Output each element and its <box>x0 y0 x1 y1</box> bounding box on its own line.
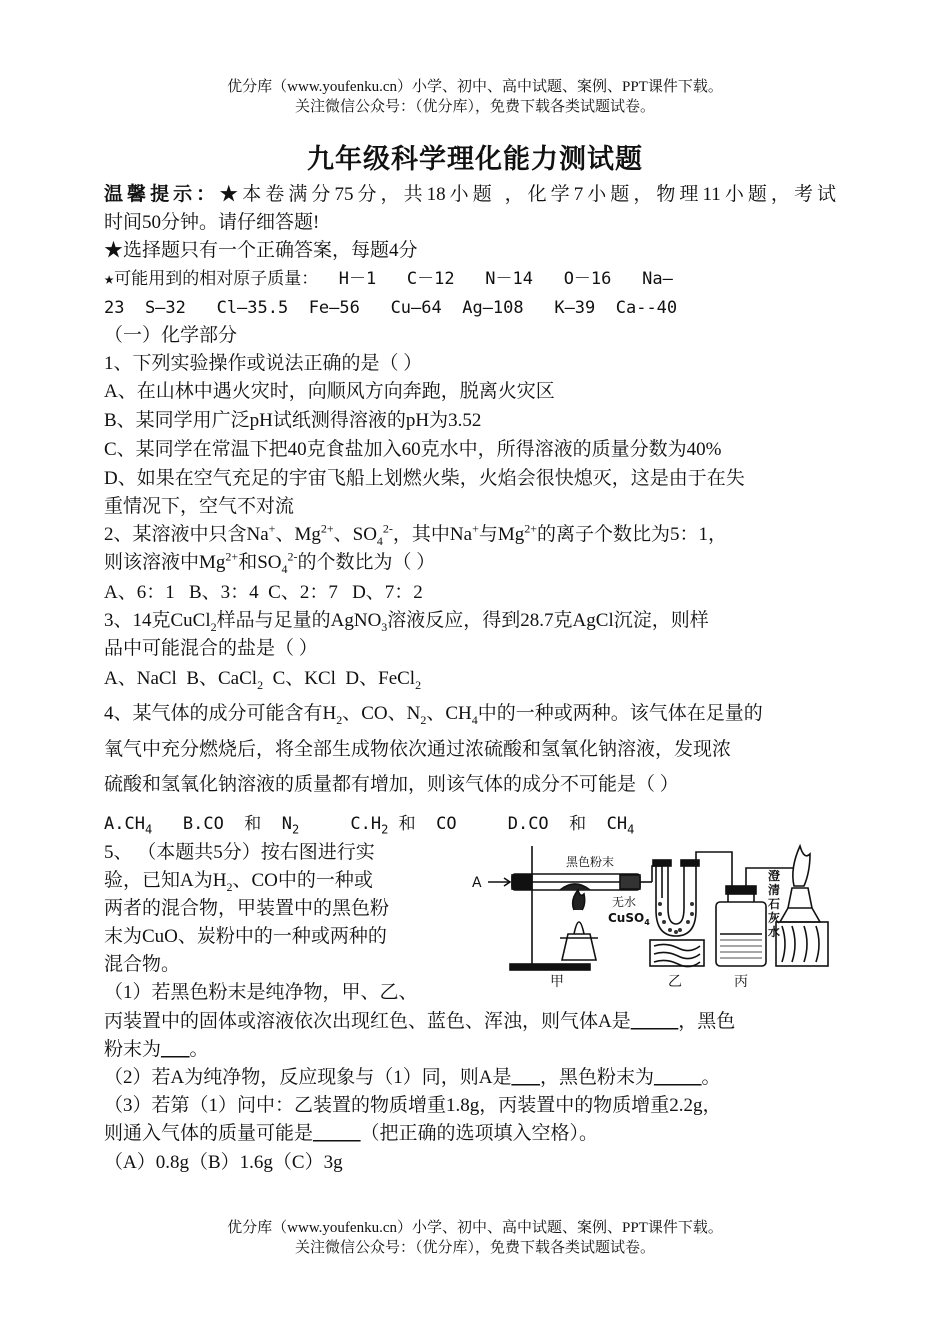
q4-stem-line1: 4、某气体的成分可能含有$H_2$、CO、$N_2$、$CH_4$中的一种或两种。该气体在足量的 <box>104 703 763 727</box>
figure-label-bing: 丙 <box>734 974 748 990</box>
q5-part3-options: （A）0.8g（B）1.6g（C）3g <box>104 1152 343 1173</box>
q2-options: A、6：1 B、3：4 C、2：7 D、7：2 <box>104 582 423 603</box>
tips-line-3: ★选择题只有一个正确答案，每题4分 <box>104 240 418 261</box>
q5-line2: 验，已知A为$H_2$、CO中的一种或 <box>104 870 373 894</box>
figure-label-cuso4: CuSO$_4$ <box>608 911 650 927</box>
q3-stem-line1: 3、14克CuCl$_2$样品与足量的AgNO$_3$溶液反应，得到28.7克AgCl沉淀，则样 <box>104 610 709 634</box>
page-title: 九年级科学理化能力测试题 <box>307 144 643 174</box>
answer-blank[interactable]: ___ <box>511 1067 540 1088</box>
svg-text:灰: 灰 <box>768 911 781 925</box>
tips-line-5: 23 S—32 Cl—35.5 Fe—56 Cu—64 Ag—108 K—39 Ca--40 <box>104 298 678 318</box>
q1-option-b: B、某同学用广泛pH试纸测得溶液的pH为3.52 <box>104 410 482 431</box>
q2-stem-line1: 2、某溶液中只含Na+、$Mg^{2+}$、$SO_4^{2-}$，其中Na+与$Mg^{2+}$的离子个数比为5：1， <box>104 521 728 548</box>
q5-line3: 两者的混合物，甲装置中的黑色粉 <box>104 898 390 919</box>
q1-option-a: A、在山林中遇火灾时，向顺风方向奔跑，脱离火灾区 <box>104 381 555 402</box>
figure-label-black-powder: 黑色粉末 <box>566 855 615 869</box>
q4-stem-line3: 硫酸和氢氧化钠溶液的质量都有增加，则该气体的成分不可能是（ ） <box>104 774 679 795</box>
answer-blank[interactable]: ___ <box>161 1039 190 1060</box>
q2-stem-line2: 则该溶液中$Mg^{2+}$和$SO_4^{2-}$的个数比为（ ） <box>104 549 436 576</box>
page-header-line1: 优分库（www.youfenku.cn）小学、初中、高中试题、案例、PPT课件下载。 <box>227 79 723 95</box>
q3-stem-line2: 品中可能混合的盐是（ ） <box>104 638 318 659</box>
q1-option-d-line1: D、如果在空气充足的宇宙飞船上划燃火柴，火焰会很快熄灭，这是由于在失 <box>104 468 745 489</box>
q4-stem-line2: 氧气中充分燃烧后，将全部生成物依次通过浓硫酸和氢氧化钠溶液，发现浓 <box>104 739 732 760</box>
q5-part2: （2）若A为纯净物，反应现象与（1）同，则A是___，黑色粉末为_____。 <box>104 1067 721 1088</box>
svg-text:石: 石 <box>768 897 781 911</box>
q5-part1-line1: （1）若黑色粉末是纯净物，甲、乙、 <box>104 982 418 1003</box>
svg-text:水: 水 <box>768 925 781 939</box>
page-footer-line2: 关注微信公众号：（优分库），免费下载各类试题试卷。 <box>294 1240 655 1256</box>
page-header-line2: 关注微信公众号：（优分库），免费下载各类试题试卷。 <box>294 99 655 115</box>
q4-options: $A.CH_4$ B.CO 和 $N_2$ $C.H_2$ 和 CO D.CO 和 $CH_4$ <box>104 814 635 837</box>
tips-line-2: 时间50分钟。请仔细答题! <box>104 212 320 233</box>
q5-part1-line3: 粉末为___。 <box>104 1039 209 1060</box>
tips-label: 温馨提示： <box>104 184 220 205</box>
q5-part3-line1: （3）若第（1）问中：乙装置的物质增重1.8g，丙装置中的物质增重2.2g， <box>104 1095 722 1116</box>
tips-line-1: 温馨提示：★本卷满分75分，共18小题 ，化学7小题，物理11小题，考试 <box>104 184 836 205</box>
answer-blank[interactable]: _____ <box>313 1123 361 1144</box>
section-heading: （一）化学部分 <box>104 325 238 346</box>
q1-option-c: C、某同学在常温下把40克食盐加入60克水中，所得溶液的质量分数为40% <box>104 439 722 460</box>
q3-options: A、NaCl B、CaCl$_2$ C、KCl D、FeCl$_2$ <box>104 668 422 692</box>
figure-label-jia: 甲 <box>550 974 564 990</box>
svg-text:澄: 澄 <box>768 869 781 883</box>
q5-part3-line2: 则通入气体的质量可能是_____（把正确的选项填入空格）。 <box>104 1123 599 1144</box>
figure-label-limewater <box>768 868 780 939</box>
q1-stem: 1、下列实验操作或说法正确的是（ ） <box>104 353 423 374</box>
answer-blank[interactable]: _____ <box>630 1011 679 1032</box>
figure-label-anhydrous: 无水 <box>612 895 637 909</box>
q1-option-d-line2: 重情况下，空气不对流 <box>104 496 295 517</box>
q5-part1-line2: 丙装置中的固体或溶液依次出现红色、蓝色、浑浊，则气体A是_____，黑色 <box>104 1011 736 1032</box>
q5-line1: 5、 （本题共5分）按右图进行实 <box>104 842 375 863</box>
tips-line-4: ★可能用到的相对原子质量： H－1 C－12 N－14 O－16 Na— <box>104 269 673 289</box>
answer-blank[interactable]: _____ <box>653 1067 702 1088</box>
q5-line5: 混合物。 <box>104 954 181 975</box>
apparatus-diagram <box>470 838 842 990</box>
figure-label-a: A <box>472 875 482 891</box>
svg-text:清: 清 <box>768 883 781 897</box>
page-footer-line1: 优分库（www.youfenku.cn）小学、初中、高中试题、案例、PPT课件下载。 <box>227 1220 723 1236</box>
figure-label-yi: 乙 <box>668 974 682 990</box>
q5-line4: 末为CuO、炭粉中的一种或两种的 <box>104 926 387 947</box>
